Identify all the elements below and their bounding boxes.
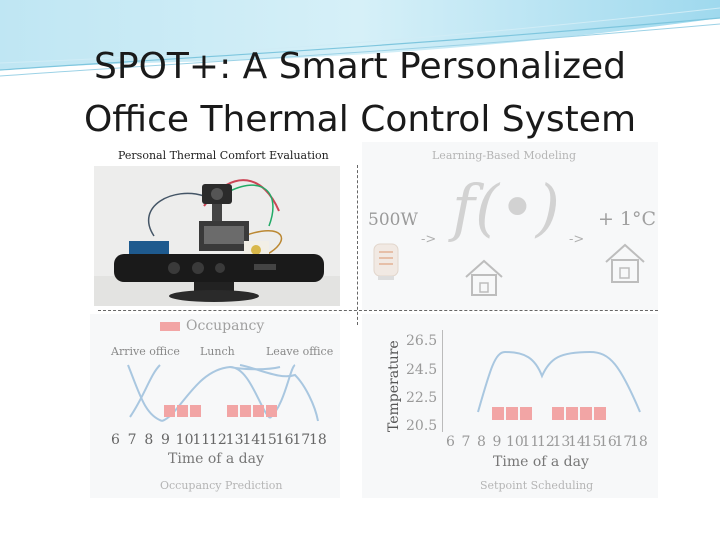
setpoint-x-axis-label: Time of a day xyxy=(493,454,589,470)
x-tick-label: 17 xyxy=(292,432,311,448)
heater-icon xyxy=(372,240,400,282)
occupancy-chart xyxy=(90,355,340,430)
sensor-device-photo xyxy=(94,166,340,306)
x-tick-label: 11 xyxy=(521,434,540,450)
setpoint-block xyxy=(566,407,578,420)
setpoint-block xyxy=(552,407,564,420)
setpoint-y-tick: 20.5 xyxy=(406,418,438,434)
occupancy-block xyxy=(266,405,277,417)
x-tick-label: 10 xyxy=(175,432,194,448)
setpoint-block xyxy=(506,407,518,420)
x-tick-label: 16 xyxy=(275,432,294,448)
event-label: Lunch xyxy=(200,345,235,358)
x-tick-label: 15 xyxy=(259,432,277,448)
x-tick-label: 6 xyxy=(446,434,455,450)
occupancy-x-ticks xyxy=(111,432,329,450)
x-tick-label: 18 xyxy=(309,432,327,448)
function-symbol: f(•) xyxy=(452,171,560,244)
x-tick-label: 8 xyxy=(477,434,486,450)
setpoint-y-tick: 24.5 xyxy=(406,362,438,378)
x-tick-label: 12 xyxy=(209,432,227,448)
setpoint-y-tick: 22.5 xyxy=(406,390,438,406)
slide-title-line1: SPOT+: A Smart Personalized xyxy=(94,46,626,87)
modeling-arrow-2: -> xyxy=(569,232,585,247)
x-tick-label: 14 xyxy=(568,434,586,450)
setpoint-block xyxy=(594,407,606,420)
x-tick-label: 8 xyxy=(144,432,154,448)
x-tick-label: 6 xyxy=(111,432,120,448)
x-tick-label: 9 xyxy=(492,434,502,450)
setpoint-y-tick: 26.5 xyxy=(406,333,438,349)
x-tick-label: 10 xyxy=(506,434,524,450)
occupancy-panel-label: Occupancy Prediction xyxy=(160,479,283,492)
x-tick-label: 11 xyxy=(192,432,211,448)
x-tick-label: 13 xyxy=(552,434,571,450)
comfort-panel-label: Personal Thermal Comfort Evaluation xyxy=(118,149,329,162)
setpoint-block xyxy=(492,407,504,420)
setpoint-x-ticks xyxy=(446,434,649,452)
setpoint-block xyxy=(580,407,592,420)
x-tick-label: 7 xyxy=(461,434,471,450)
setpoint-chart xyxy=(450,340,650,430)
setpoint-y-axis-label: Temperature xyxy=(386,340,402,432)
x-tick-label: 9 xyxy=(161,432,170,448)
modeling-panel-label: Learning-Based Modeling xyxy=(432,149,577,162)
x-tick-label: 16 xyxy=(599,434,617,450)
x-tick-label: 7 xyxy=(127,432,137,448)
occupancy-block xyxy=(240,405,251,417)
x-tick-label: 13 xyxy=(225,432,244,448)
occupancy-block xyxy=(253,405,264,417)
event-label: Arrive office xyxy=(111,345,180,358)
setpoint-y-axis-line xyxy=(442,330,443,432)
x-tick-label: 12 xyxy=(537,434,555,450)
occupancy-legend-label: Occupancy xyxy=(186,318,265,334)
vertical-divider xyxy=(357,165,358,325)
x-tick-label: 14 xyxy=(242,432,261,448)
occupancy-block xyxy=(177,405,188,417)
modeling-arrow-1: -> xyxy=(421,232,437,247)
slide-title-line2: Office Thermal Control System xyxy=(83,99,637,140)
occupancy-block xyxy=(164,405,175,417)
x-tick-label: 18 xyxy=(630,434,648,450)
temperature-change-text: + 1°C xyxy=(598,208,657,230)
occupancy-block xyxy=(227,405,238,417)
power-value-text: 500W xyxy=(368,210,418,230)
x-tick-label: 15 xyxy=(583,434,602,450)
horizontal-divider xyxy=(98,310,658,311)
x-tick-label: 17 xyxy=(614,434,633,450)
occupancy-x-axis-label: Time of a day xyxy=(168,451,264,467)
house-icon xyxy=(462,255,506,299)
occupancy-legend-swatch xyxy=(160,322,180,331)
event-label: Leave office xyxy=(266,345,334,358)
setpoint-panel-label: Setpoint Scheduling xyxy=(480,479,594,492)
occupancy-block xyxy=(190,405,201,417)
setpoint-block xyxy=(520,407,532,420)
house-icon xyxy=(602,240,648,286)
